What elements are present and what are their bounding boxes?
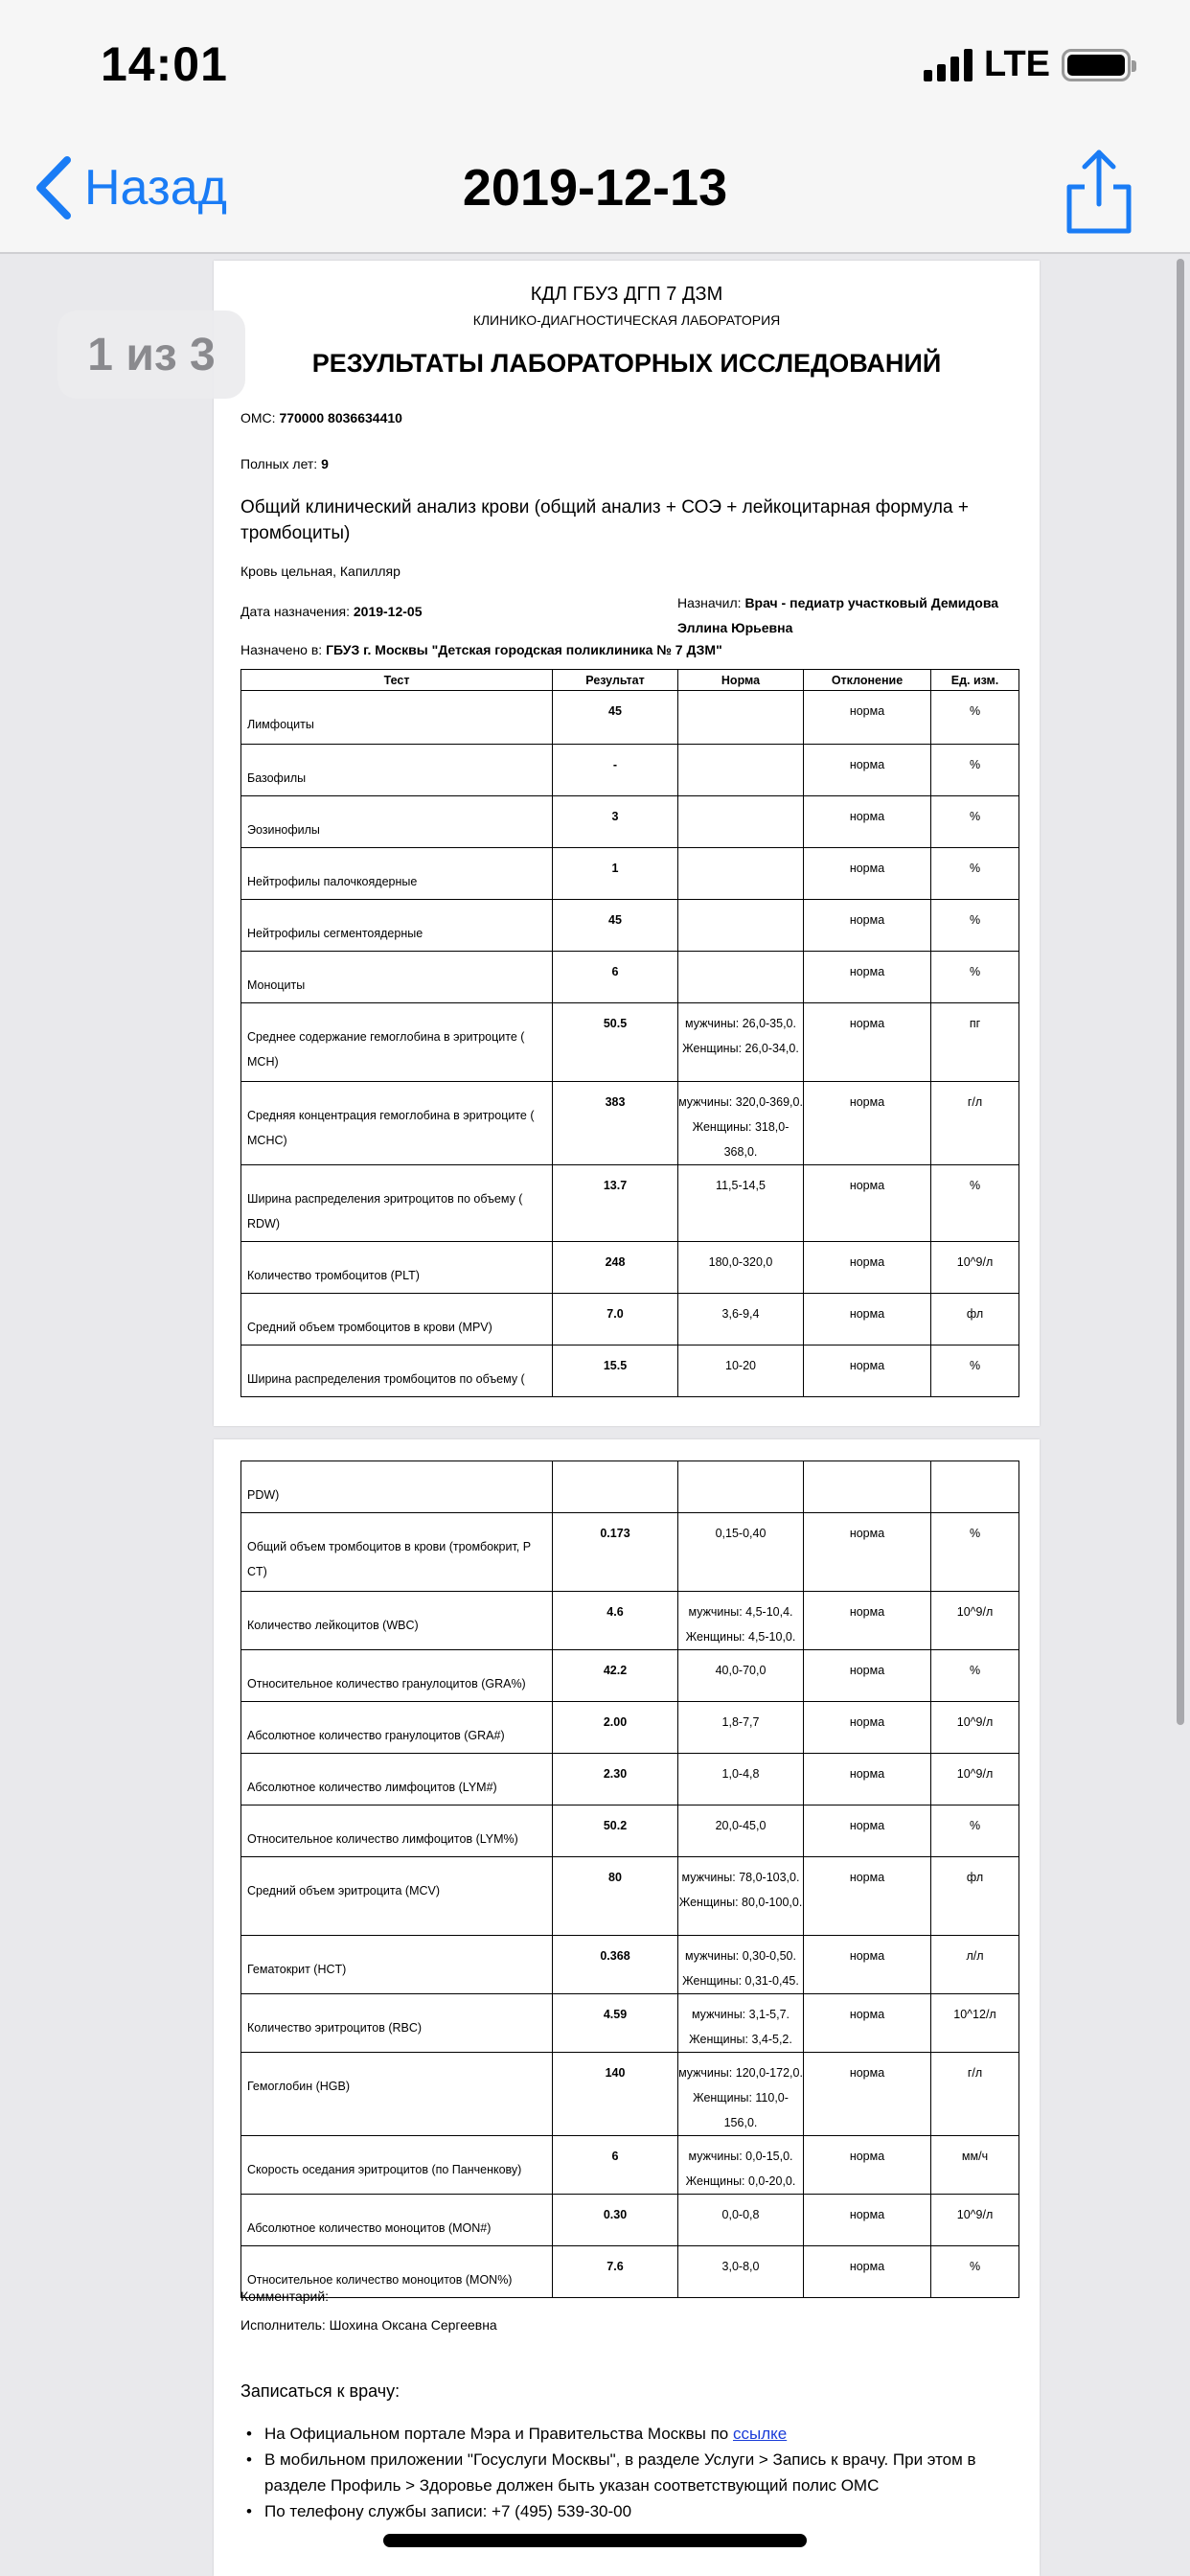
table-row (241, 1242, 1019, 1294)
deviation-cell: норма (804, 1003, 931, 1082)
norm-cell: мужчины: 26,0-35,0. Женщины: 26,0-34,0. (678, 1003, 804, 1082)
test-cell: Количество тромбоцитов (PLT) (241, 1242, 553, 1294)
deviation-cell: норма (804, 2053, 931, 2136)
table-header-row (241, 670, 1019, 691)
table-row (241, 952, 1019, 1003)
unit-cell: 10^9/л (931, 1592, 1019, 1650)
deviation-cell: норма (804, 1994, 931, 2053)
share-icon[interactable] (1065, 149, 1133, 235)
document-title: РЕЗУЛЬТАТЫ ЛАБОРАТОРНЫХ ИССЛЕДОВАНИЙ (311, 349, 942, 378)
result-cell (553, 1461, 678, 1513)
unit-cell: % (931, 691, 1019, 745)
test-cell: PDW) (241, 1461, 553, 1513)
norm-cell: 180,0-320,0 (678, 1242, 804, 1294)
signup-app-text: В мобильном приложении "Госуслуги Москвы", в разделе Услуги > Запись к врачу. При этом в разделе Профиль > Здоровье должен быть указан соответствующий полис ОМС (264, 2450, 976, 2495)
unit-cell: % (931, 1806, 1019, 1857)
scrollbar[interactable] (1177, 259, 1184, 1725)
results-table-page-1 (240, 669, 1019, 1397)
test-cell: Скорость оседания эритроцитов (по Панченкову) (241, 2136, 553, 2195)
assigned-in-line (240, 642, 722, 657)
column-header-norm: Норма (678, 670, 804, 691)
table-row (241, 1936, 1019, 1994)
deviation-cell: норма (804, 1346, 931, 1397)
test-cell: Абсолютное количество лимфоцитов (LYM#) (241, 1754, 553, 1806)
norm-cell: мужчины: 3,1-5,7. Женщины: 3,4-5,2. (678, 1994, 804, 2053)
table-row (241, 2053, 1019, 2136)
table-row (241, 2246, 1019, 2298)
assigned-in-label: Назначено в: (240, 642, 323, 657)
deviation-cell: норма (804, 1165, 931, 1242)
table-row (241, 1702, 1019, 1754)
result-cell: 45 (553, 691, 678, 745)
norm-cell: 20,0-45,0 (678, 1806, 804, 1857)
result-cell: 0.368 (553, 1936, 678, 1994)
column-header-deviation: Отклонение (804, 670, 931, 691)
result-cell: 3 (553, 796, 678, 848)
table-row (241, 1994, 1019, 2053)
test-cell: Гематокрит (HCT) (241, 1936, 553, 1994)
document-page-1 (214, 261, 1040, 1426)
test-cell: Базофилы (241, 745, 553, 796)
page-indicator: 1 из 3 (57, 310, 245, 399)
unit-cell: % (931, 745, 1019, 796)
result-cell: 6 (553, 2136, 678, 2195)
deviation-cell (804, 1461, 931, 1513)
battery-icon (1062, 49, 1131, 81)
unit-cell: 10^9/л (931, 1702, 1019, 1754)
table-row (241, 1592, 1019, 1650)
norm-cell (678, 848, 804, 900)
signup-phone-text: По телефону службы записи: +7 (495) 539-30-00 (264, 2502, 632, 2520)
test-cell: Ширина распределения тромбоцитов по объему ( (241, 1346, 553, 1397)
list-item (240, 2498, 1017, 2524)
age-line (240, 456, 329, 472)
result-cell: 7.0 (553, 1294, 678, 1346)
navigation-bar (0, 129, 1190, 254)
result-cell: 6 (553, 952, 678, 1003)
test-cell: Абсолютное количество моноцитов (MON#) (241, 2195, 553, 2246)
deviation-cell: норма (804, 1857, 931, 1936)
nav-title: 2019-12-13 (462, 159, 728, 217)
result-cell: 1 (553, 848, 678, 900)
material: Кровь цельная, Капилляр (240, 564, 400, 579)
result-cell: 2.00 (553, 1702, 678, 1754)
status-bar (0, 0, 1190, 129)
list-item (240, 2421, 1017, 2447)
unit-cell: мм/ч (931, 2136, 1019, 2195)
deviation-cell: норма (804, 1294, 931, 1346)
result-cell: 15.5 (553, 1346, 678, 1397)
table-row (241, 1003, 1019, 1082)
deviation-cell: норма (804, 691, 931, 745)
result-cell: 140 (553, 2053, 678, 2136)
assigned-value: Врач - педиатр участковый Демидова Эллина Юрьевна (677, 595, 999, 635)
test-cell: Абсолютное количество гранулоцитов (GRA#) (241, 1702, 553, 1754)
unit-cell: % (931, 1165, 1019, 1242)
test-cell: Эозинофилы (241, 796, 553, 848)
unit-cell: 10^9/л (931, 1242, 1019, 1294)
table-row (241, 900, 1019, 952)
norm-cell: 10-20 (678, 1346, 804, 1397)
lab-subtitle: КЛИНИКО-ДИАГНОСТИЧЕСКАЯ ЛАБОРАТОРИЯ (472, 312, 781, 328)
unit-cell: % (931, 2246, 1019, 2298)
test-cell: Средний объем эритроцита (MCV) (241, 1857, 553, 1936)
assigned-label: Назначил: (677, 595, 742, 610)
result-cell: 4.6 (553, 1592, 678, 1650)
norm-cell: 0,0-0,8 (678, 2195, 804, 2246)
test-cell: Средний объем тромбоцитов в крови (MPV) (241, 1294, 553, 1346)
signal-icon (924, 49, 973, 81)
status-time: 14:01 (101, 37, 228, 91)
unit-cell: % (931, 796, 1019, 848)
comment-label: Комментарий: (240, 2288, 330, 2304)
deviation-cell: норма (804, 952, 931, 1003)
column-header-test: Тест (241, 670, 553, 691)
result-cell: 50.5 (553, 1003, 678, 1082)
results-table-page-2 (240, 1460, 1019, 2298)
test-cell: Среднее содержание гемоглобина в эритроците ( MCH) (241, 1003, 553, 1082)
signup-portal-text: На Официальном портале Мэра и Правительства Москвы по (264, 2425, 729, 2443)
unit-cell: фл (931, 1294, 1019, 1346)
date-value: 2019-12-05 (353, 604, 423, 619)
lab-name: КДЛ ГБУЗ ДГП 7 ДЗМ (530, 284, 723, 305)
test-cell: Общий объем тромбоцитов в крови (тромбокрит, P CT) (241, 1513, 553, 1592)
deviation-cell: норма (804, 1082, 931, 1165)
deviation-cell: норма (804, 1513, 931, 1592)
norm-cell: мужчины: 4,5-10,4. Женщины: 4,5-10,0. (678, 1592, 804, 1650)
norm-cell: мужчины: 78,0-103,0. Женщины: 80,0-100,0. (678, 1857, 804, 1936)
unit-cell (931, 1461, 1019, 1513)
result-cell: 45 (553, 900, 678, 952)
norm-cell: 1,0-4,8 (678, 1754, 804, 1806)
result-cell: 42.2 (553, 1650, 678, 1702)
unit-cell: г/л (931, 1082, 1019, 1165)
table-row (241, 1857, 1019, 1936)
deviation-cell: норма (804, 2195, 931, 2246)
test-cell: Средняя концентрация гемоглобина в эритроците ( MCHC) (241, 1082, 553, 1165)
table-row (241, 1346, 1019, 1397)
deviation-cell: норма (804, 1936, 931, 1994)
test-cell: Нейтрофилы палочкоядерные (241, 848, 553, 900)
norm-cell: 0,15-0,40 (678, 1513, 804, 1592)
deviation-cell: норма (804, 796, 931, 848)
deviation-cell: норма (804, 745, 931, 796)
norm-cell (678, 952, 804, 1003)
result-cell: 2.30 (553, 1754, 678, 1806)
table-row (241, 1294, 1019, 1346)
test-cell: Нейтрофилы сегментоядерные (241, 900, 553, 952)
table-row (241, 796, 1019, 848)
norm-cell: мужчины: 320,0-369,0. Женщины: 318,0-368,0. (678, 1082, 804, 1165)
test-cell: Количество лейкоцитов (WBC) (241, 1592, 553, 1650)
status-icons (924, 44, 1131, 85)
test-cell: Относительное количество лимфоцитов (LYM%) (241, 1806, 553, 1857)
table-row (241, 1082, 1019, 1165)
unit-cell: 10^9/л (931, 1754, 1019, 1806)
analysis-name: Общий клинический анализ крови (общий анализ + СОЭ + лейкоцитарная формула + тромбоциты) (240, 497, 969, 543)
oms-line (240, 410, 402, 426)
test-cell: Относительное количество гранулоцитов (GRA%) (241, 1650, 553, 1702)
unit-cell: % (931, 1346, 1019, 1397)
norm-cell: мужчины: 120,0-172,0. Женщины: 110,0-156,0. (678, 2053, 804, 2136)
unit-cell: фл (931, 1857, 1019, 1936)
norm-cell (678, 745, 804, 796)
unit-cell: 10^9/л (931, 2195, 1019, 2246)
unit-cell: % (931, 1650, 1019, 1702)
unit-cell: % (931, 848, 1019, 900)
test-cell: Ширина распределения эритроцитов по объему ( RDW) (241, 1165, 553, 1242)
deviation-cell: норма (804, 1806, 931, 1857)
executor: Исполнитель: Шохина Оксана Сергеевна (240, 2317, 497, 2333)
table-row (241, 2195, 1019, 2246)
test-cell: Количество эритроцитов (RBC) (241, 1994, 553, 2053)
norm-cell: мужчины: 0,0-15,0. Женщины: 0,0-20,0. (678, 2136, 804, 2195)
list-item (240, 2447, 1017, 2498)
assigned-line (677, 590, 1032, 640)
norm-cell (678, 1461, 804, 1513)
result-cell: 383 (553, 1082, 678, 1165)
test-cell: Моноциты (241, 952, 553, 1003)
table-row (241, 1806, 1019, 1857)
norm-cell (678, 900, 804, 952)
table-row (241, 745, 1019, 796)
table-row (241, 1461, 1019, 1513)
column-header-result: Результат (553, 670, 678, 691)
norm-cell: 1,8-7,7 (678, 1702, 804, 1754)
oms-label: ОМС: (240, 410, 276, 426)
result-cell: - (553, 745, 678, 796)
document-page-2 (214, 1439, 1040, 2576)
unit-cell: л/л (931, 1936, 1019, 1994)
test-cell: Гемоглобин (HGB) (241, 2053, 553, 2136)
date-line (240, 604, 423, 619)
back-label: Назад (84, 160, 227, 216)
deviation-cell: норма (804, 1754, 931, 1806)
norm-cell: 11,5-14,5 (678, 1165, 804, 1242)
column-header-unit: Ед. изм. (931, 670, 1019, 691)
result-cell: 80 (553, 1857, 678, 1936)
age-label: Полных лет: (240, 456, 318, 472)
norm-cell (678, 691, 804, 745)
norm-cell (678, 796, 804, 848)
home-indicator[interactable] (383, 2534, 807, 2547)
unit-cell: пг (931, 1003, 1019, 1082)
result-cell: 0.30 (553, 2195, 678, 2246)
norm-cell: мужчины: 0,30-0,50. Женщины: 0,31-0,45. (678, 1936, 804, 1994)
unit-cell: % (931, 1513, 1019, 1592)
date-label: Дата назначения: (240, 604, 350, 619)
deviation-cell: норма (804, 900, 931, 952)
portal-link[interactable]: ссылке (732, 2425, 788, 2443)
result-cell: 248 (553, 1242, 678, 1294)
unit-cell: г/л (931, 2053, 1019, 2136)
deviation-cell: норма (804, 2246, 931, 2298)
deviation-cell: норма (804, 848, 931, 900)
test-cell: Лимфоциты (241, 691, 553, 745)
result-cell: 13.7 (553, 1165, 678, 1242)
unit-cell: % (931, 900, 1019, 952)
age-value: 9 (321, 456, 329, 472)
result-cell: 0.173 (553, 1513, 678, 1592)
deviation-cell: норма (804, 1242, 931, 1294)
table-row (241, 691, 1019, 745)
test-cell: Относительное количество моноцитов (MON%) (241, 2246, 553, 2298)
assigned-in-value: ГБУЗ г. Москвы "Детская городская поликлиника № 7 ДЗМ" (326, 642, 722, 657)
table-row (241, 1754, 1019, 1806)
deviation-cell: норма (804, 1592, 931, 1650)
signup-list (240, 2421, 1017, 2524)
deviation-cell: норма (804, 1650, 931, 1702)
table-row (241, 1513, 1019, 1592)
table-row (241, 1165, 1019, 1242)
norm-cell: 3,6-9,4 (678, 1294, 804, 1346)
norm-cell: 40,0-70,0 (678, 1650, 804, 1702)
deviation-cell: норма (804, 2136, 931, 2195)
result-cell: 7.6 (553, 2246, 678, 2298)
oms-value: 770000 8036634410 (279, 410, 402, 426)
result-cell: 50.2 (553, 1806, 678, 1857)
network-type: LTE (984, 44, 1050, 84)
deviation-cell: норма (804, 1702, 931, 1754)
unit-cell: % (931, 952, 1019, 1003)
norm-cell: 3,0-8,0 (678, 2246, 804, 2298)
result-cell: 4.59 (553, 1994, 678, 2053)
table-row (241, 1650, 1019, 1702)
table-row (241, 2136, 1019, 2195)
table-row (241, 848, 1019, 900)
unit-cell: 10^12/л (931, 1994, 1019, 2053)
signup-title: Записаться к врачу: (240, 2381, 400, 2401)
